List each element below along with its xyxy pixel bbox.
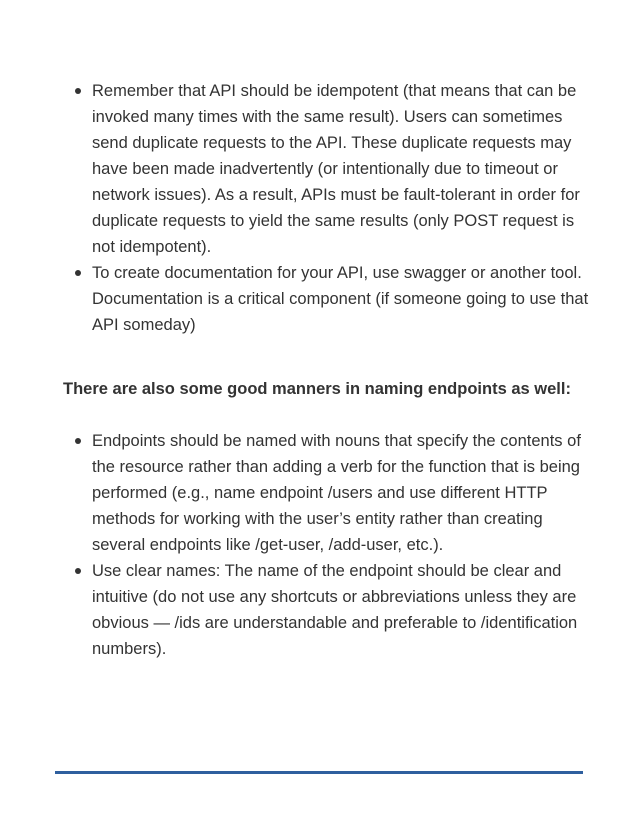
list-item-text: Endpoints should be named with nouns that specify the contents of the resource rather than adding a verb for the function that is being performed (e.g., name endpoint /users and use different HTTP methods for working with the user’s entity rather than creating several endpoints like /get-user, /add-user, etc.). xyxy=(92,432,581,554)
bullet-list-api-practices xyxy=(75,78,595,338)
bullet-icon xyxy=(75,270,81,276)
list-item xyxy=(75,558,595,662)
bullet-list-endpoint-naming xyxy=(75,428,595,662)
section-heading: There are also some good manners in naming endpoints as well: xyxy=(63,380,571,398)
bullet-icon xyxy=(75,568,81,574)
list-item xyxy=(75,260,595,338)
list-item xyxy=(75,78,595,260)
list-item xyxy=(75,428,595,558)
bullet-icon xyxy=(75,438,81,444)
list-item-text: Remember that API should be idempotent (that means that can be invoked many times with the same result). Users can sometimes send duplicate requests to the API. These duplicate requests may have been made inadvertently (or intentionally due to timeout or network issues). As a result, APIs must be fault-tolerant in order for duplicate requests to yield the same results (only POST request is not idempotent). xyxy=(92,82,580,256)
list-item-text: Use clear names: The name of the endpoint should be clear and intuitive (do not use any shortcuts or abbreviations unless they are obvious — /ids are understandable and preferable to /identification numbers). xyxy=(92,562,578,658)
bullet-icon xyxy=(75,88,81,94)
list-item-text: To create documentation for your API, use swagger or another tool. Documentation is a critical component (if someone going to use that API someday) xyxy=(92,264,589,334)
footer-divider xyxy=(55,771,583,774)
